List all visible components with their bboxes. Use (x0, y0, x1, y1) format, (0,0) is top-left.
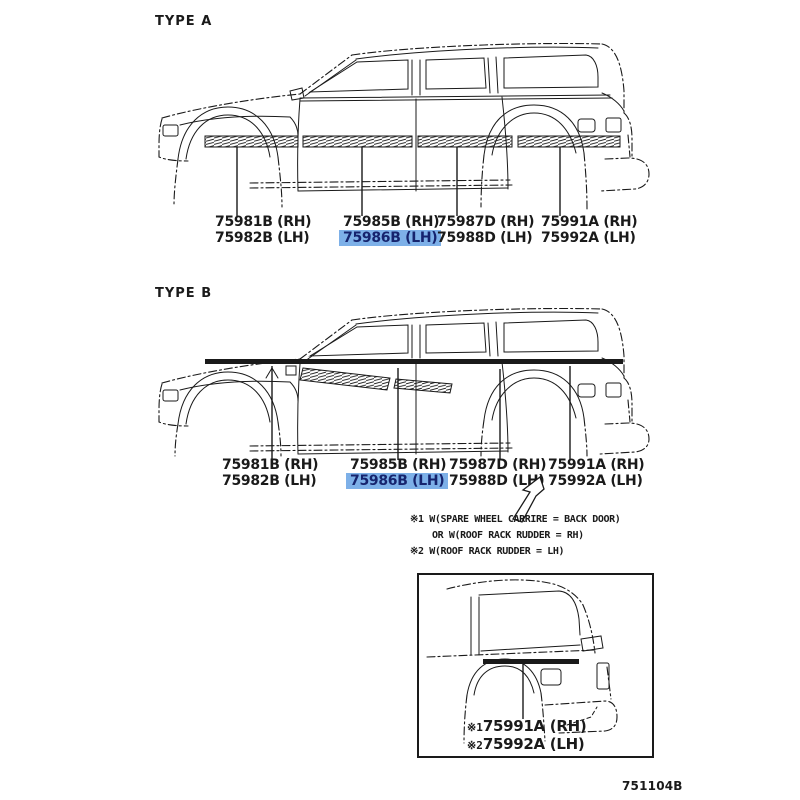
notes-block (410, 512, 620, 560)
inset-part-line (467, 736, 586, 754)
part-number[interactable]: 75992A (LH) (482, 735, 585, 753)
part-number[interactable]: 75988D (LH) (449, 473, 545, 489)
inset-detail-box (417, 573, 654, 758)
part-number[interactable]: 75991A (RH) (548, 457, 645, 473)
reference-mark-1: ※1 (410, 514, 424, 525)
part-number[interactable]: 75981B (RH) (215, 214, 312, 230)
part-number[interactable]: 75988D (LH) (437, 230, 533, 246)
part-number-selected[interactable] (350, 473, 448, 489)
part-number-selected[interactable] (343, 230, 441, 246)
reference-mark: ※1 (467, 721, 483, 734)
part-number[interactable]: 75982B (LH) (215, 230, 310, 246)
reference-mark: ※2 (467, 739, 483, 752)
note-text: W(ROOF RACK RUDDER = LH) (429, 546, 565, 557)
selected-part-highlight[interactable]: 75986B (LH) (339, 230, 441, 246)
part-number[interactable]: 75987D (RH) (437, 214, 535, 230)
type-a-part-group-4 (541, 214, 637, 246)
note-line-2 (410, 528, 620, 544)
note-line-1 (410, 512, 620, 528)
type-b-part-group-1 (222, 457, 318, 489)
note-line-3 (410, 544, 620, 560)
type-b-part-group-2 (350, 457, 448, 489)
type-b-title: TYPE B (155, 286, 213, 301)
part-number[interactable]: 75985B (RH) (343, 214, 440, 230)
type-a-part-group-2 (343, 214, 441, 246)
part-number[interactable]: 75987D (RH) (449, 457, 547, 473)
part-number[interactable]: 75992A (LH) (541, 230, 636, 246)
selected-part-highlight[interactable]: 75986B (LH) (346, 473, 448, 489)
reference-mark-2: ※2 (410, 546, 424, 557)
type-b-part-group-4 (548, 457, 644, 489)
document-number: 751104B (622, 779, 683, 793)
note-text: W(SPARE WHEEL CARRIRE = BACK DOOR) (429, 514, 621, 525)
type-a-part-group-1 (215, 214, 311, 246)
type-a-vehicle-drawing (150, 33, 665, 216)
inset-part-line (467, 718, 586, 736)
part-number[interactable]: 75985B (RH) (350, 457, 447, 473)
part-number[interactable]: 75991A (RH) (541, 214, 638, 230)
type-a-title: TYPE A (155, 14, 213, 29)
type-b-vehicle-drawing (150, 298, 665, 460)
part-number[interactable]: 75992A (LH) (548, 473, 643, 489)
part-number[interactable]: 75991A (RH) (482, 717, 587, 735)
part-number[interactable]: 75981B (RH) (222, 457, 319, 473)
part-number[interactable]: 75982B (LH) (222, 473, 317, 489)
inset-part-labels (467, 718, 586, 754)
note-text: OR W(ROOF RACK RUDDER = RH) (432, 530, 584, 541)
type-a-part-group-3 (437, 214, 534, 246)
